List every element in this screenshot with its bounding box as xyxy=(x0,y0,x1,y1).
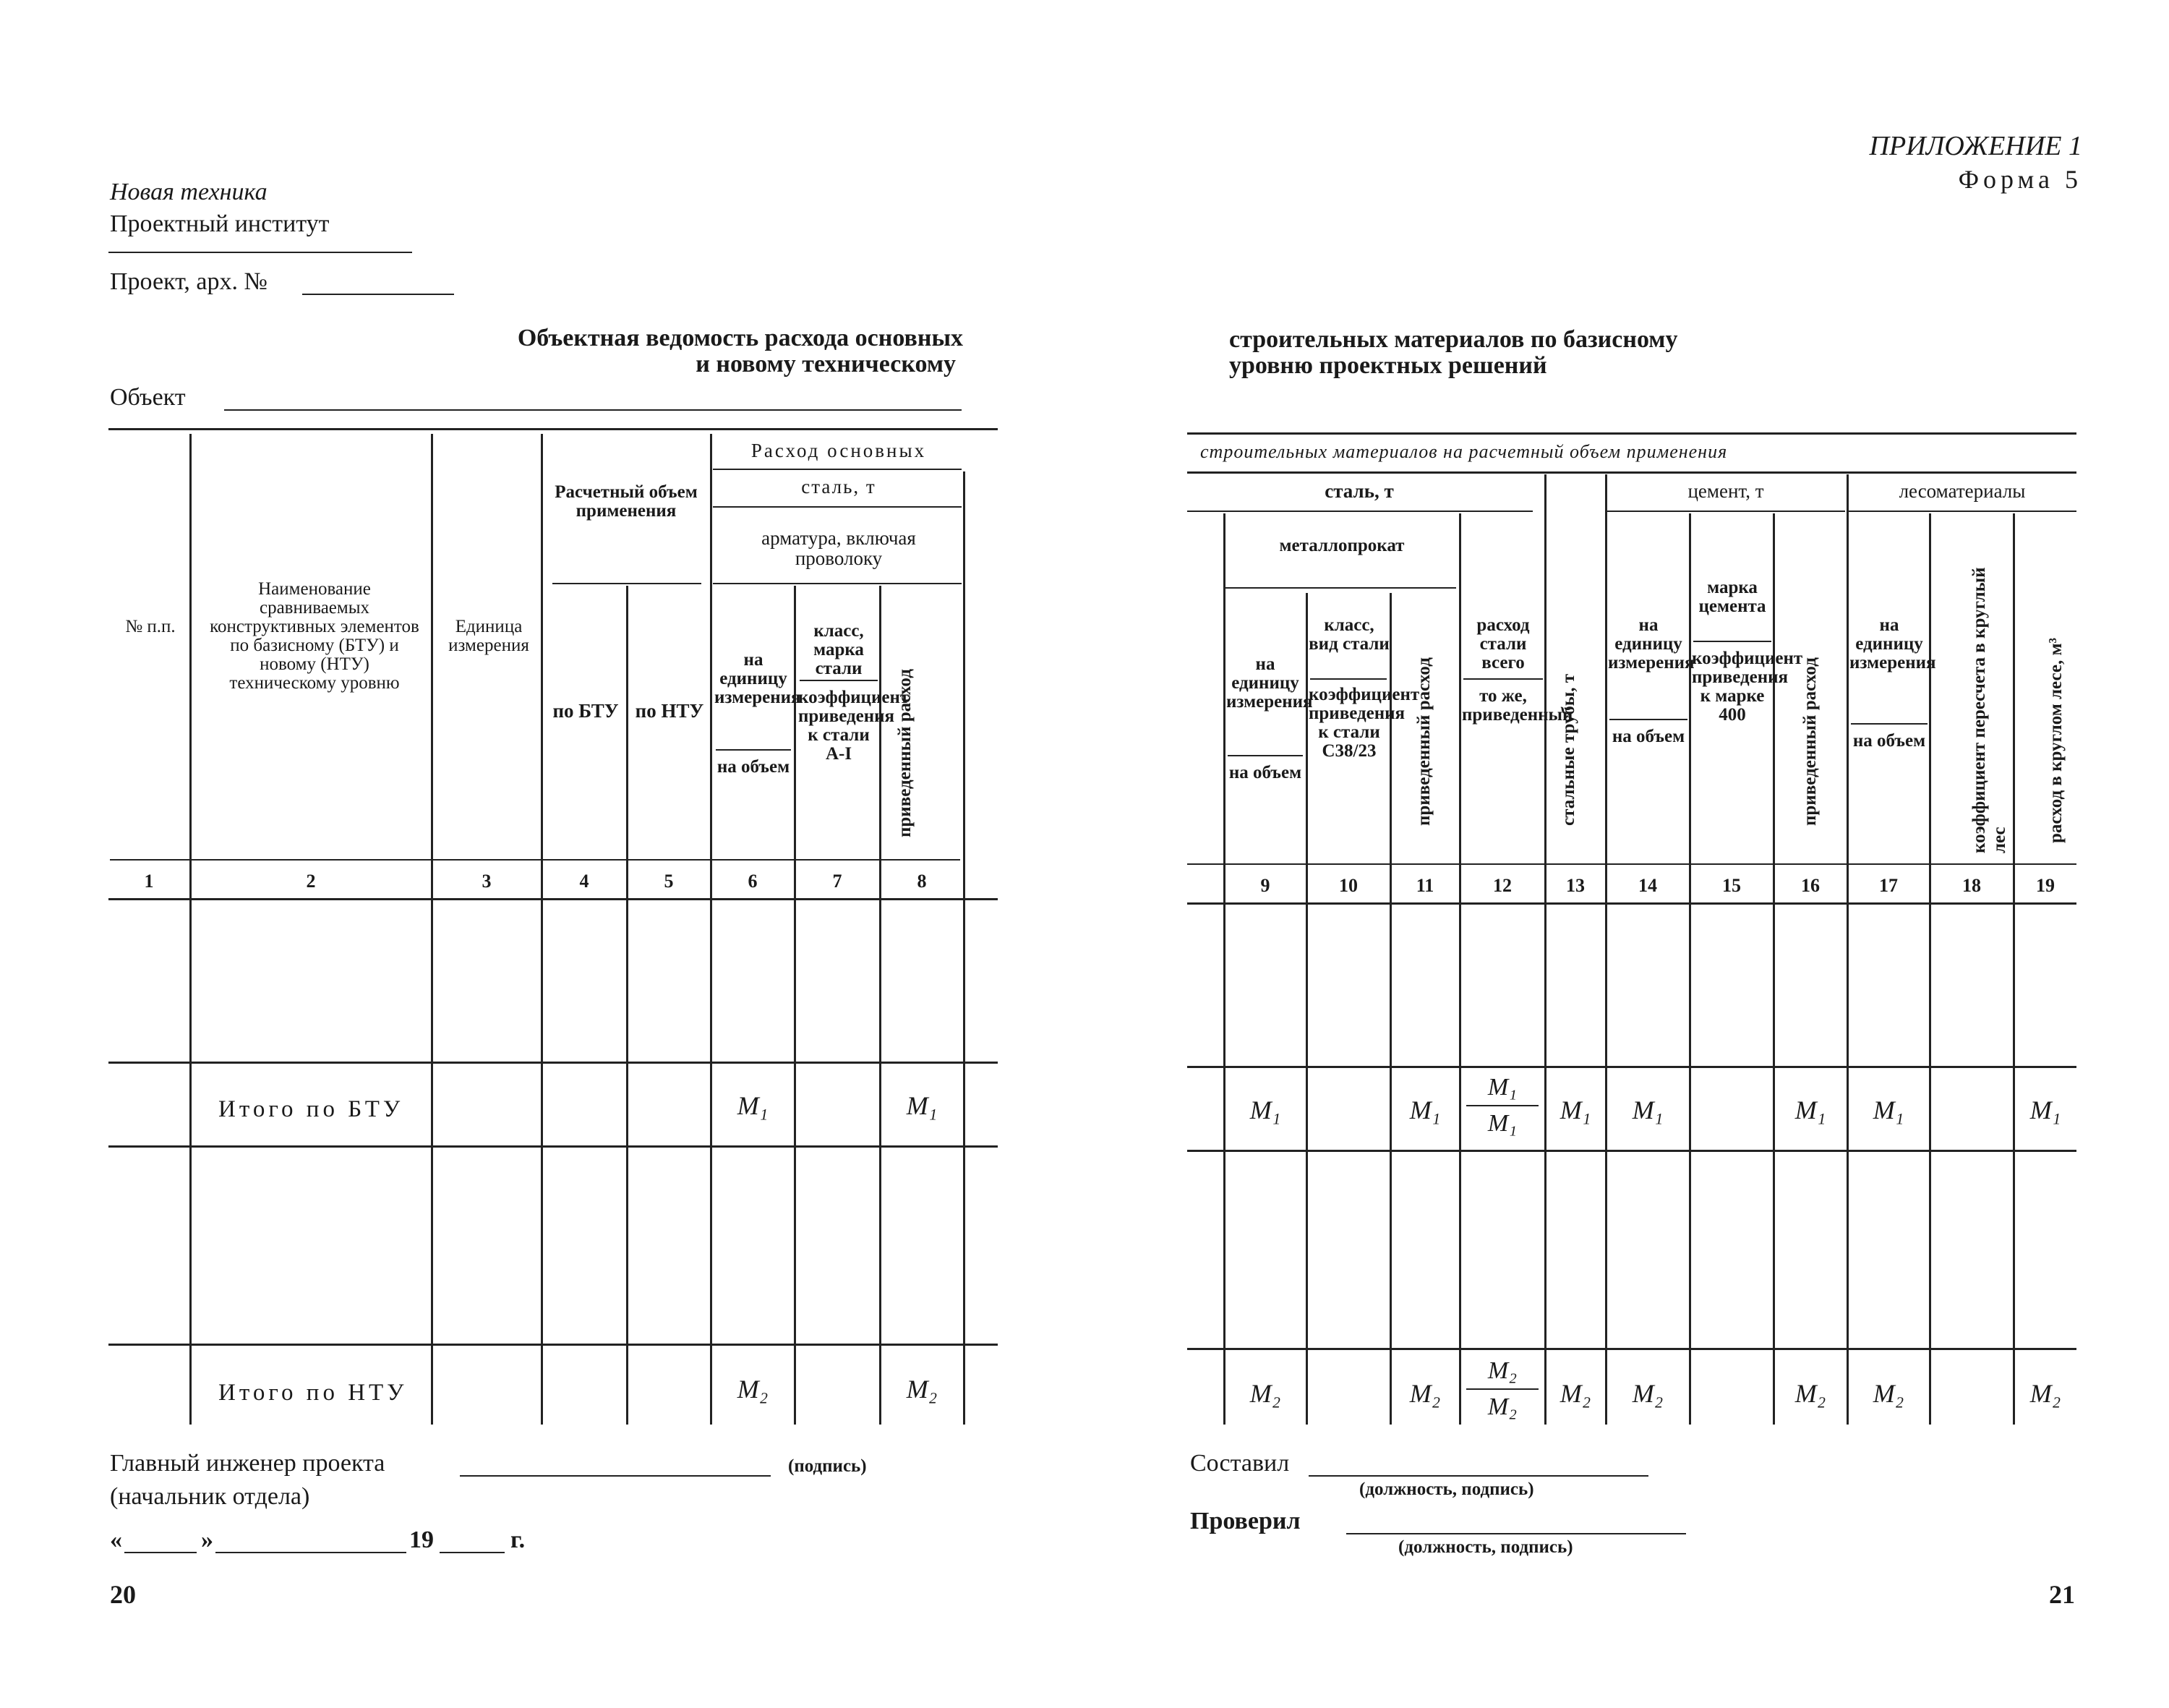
header-col12-bot: то же, приведенный xyxy=(1462,686,1573,725)
col-divider xyxy=(794,586,796,1425)
rule xyxy=(108,1344,998,1346)
fraction-bar xyxy=(1466,1388,1539,1390)
header-r-cement: цемент, т xyxy=(1687,480,1764,502)
col-divider xyxy=(1306,593,1308,1425)
total2-col14: M₂ xyxy=(1632,1379,1664,1408)
col-number-14: 14 xyxy=(1638,875,1657,896)
rule xyxy=(1848,511,2076,512)
total1-col14: M₁ xyxy=(1632,1096,1664,1124)
col-divider xyxy=(1459,513,1461,1425)
header-col13: стальные трубы, т xyxy=(1559,673,1578,826)
rule xyxy=(713,583,962,584)
col-divider xyxy=(1223,513,1225,1425)
total2-col12-fraction xyxy=(1460,1355,1544,1423)
header-col19: расход в круглом лесе, м³ xyxy=(2046,638,2066,843)
total1-col16: M₁ xyxy=(1794,1096,1826,1124)
chief-signature-field[interactable] xyxy=(460,1475,771,1477)
compiled-caption: (должность, подпись) xyxy=(1359,1479,1534,1499)
rule xyxy=(552,583,701,584)
fraction-denominator: M₂ xyxy=(1487,1393,1518,1420)
total1-col17: M₁ xyxy=(1873,1096,1904,1124)
header-col7-top: класс, марка стали xyxy=(813,621,864,678)
col-number-8: 8 xyxy=(917,871,927,892)
col-number-11: 11 xyxy=(1416,875,1434,896)
col-number-19: 19 xyxy=(2036,875,2055,896)
rule xyxy=(1693,641,1771,642)
total1-col19: M₁ xyxy=(2029,1096,2061,1124)
rule xyxy=(800,680,878,681)
rule xyxy=(1225,587,1456,589)
col-number-6: 6 xyxy=(748,871,758,892)
header-col1: № п.п. xyxy=(125,617,176,636)
total-btu-col8: M₁ xyxy=(906,1091,938,1120)
institute-label: Проектный институт xyxy=(110,210,330,237)
checked-caption: (должность, подпись) xyxy=(1398,1537,1573,1557)
rule xyxy=(713,506,962,508)
col-number-5: 5 xyxy=(664,871,674,892)
rule xyxy=(1187,432,2076,435)
rule xyxy=(1187,902,2076,905)
appendix-label: ПРИЛОЖЕНИЕ 1 xyxy=(1869,131,2082,161)
col-number-18: 18 xyxy=(1962,875,1981,896)
compiled-label: Составил xyxy=(1190,1450,1290,1477)
rule xyxy=(1187,511,1533,512)
header-col10-top: класс, вид стали xyxy=(1309,615,1390,654)
signature-caption: (подпись) xyxy=(788,1456,867,1476)
title-left-1: Объектная ведомость расхода основных xyxy=(517,325,963,351)
total-ntu-label: Итого по НТУ xyxy=(218,1380,408,1406)
col-divider xyxy=(626,586,628,1425)
project-number-field[interactable] xyxy=(302,294,454,295)
total1-col11: M₁ xyxy=(1409,1096,1441,1124)
rule xyxy=(1187,471,2076,474)
col-number-2: 2 xyxy=(306,871,316,892)
org-label: Новая техника xyxy=(110,179,268,205)
header-r-steel: сталь, т xyxy=(1325,480,1394,502)
total2-col13: M₂ xyxy=(1560,1379,1591,1408)
rule xyxy=(713,469,962,470)
date-month-field[interactable] xyxy=(215,1552,406,1553)
header-col6-bot: на объем xyxy=(716,757,790,777)
header-col2: Наименование сравниваемых конструктивных элементов по базисному (БТУ) и новому (НТУ) техническому уровню xyxy=(210,579,419,693)
header-rolled: металлопрокат xyxy=(1279,536,1405,555)
page-number-right: 21 xyxy=(2049,1580,2075,1609)
header-col3: Единица измерения xyxy=(448,617,529,655)
col-divider xyxy=(1847,474,1849,1425)
date-year-prefix: 19 xyxy=(409,1526,434,1553)
rule xyxy=(1228,755,1303,756)
rule xyxy=(1187,863,2076,865)
col-number-7: 7 xyxy=(832,871,842,892)
header-r-timber: лесоматериалы xyxy=(1899,480,2026,502)
total-ntu-col8: M₂ xyxy=(906,1375,938,1404)
col-number-9: 9 xyxy=(1260,875,1270,896)
total-ntu-col6: M₂ xyxy=(737,1375,769,1404)
project-label: Проект, арх. № xyxy=(110,268,268,295)
fraction-denominator: M₁ xyxy=(1487,1110,1518,1137)
date-close-quote: » xyxy=(201,1526,213,1553)
rule xyxy=(1463,678,1543,680)
header-col17-top: на единицу измерения xyxy=(1849,615,1936,672)
date-year-field[interactable] xyxy=(440,1552,505,1553)
header-col16: приведенный расход xyxy=(1800,657,1820,826)
header-right-group: строительных материалов на расчетный объем применения xyxy=(1200,441,1728,462)
col-number-17: 17 xyxy=(1879,875,1898,896)
col-divider xyxy=(710,434,712,1425)
rule xyxy=(1310,678,1387,680)
header-volume: Расчетный объем применения xyxy=(555,482,698,521)
header-col14-top: на единицу измерения xyxy=(1608,615,1695,672)
header-col5: по НТУ xyxy=(635,700,704,722)
compiled-field[interactable] xyxy=(1309,1475,1648,1477)
header-steel: сталь, т xyxy=(801,476,876,498)
date-day-field[interactable] xyxy=(124,1552,197,1553)
header-col6-top: на единицу измерения xyxy=(714,650,801,707)
col-divider xyxy=(963,471,965,1425)
rule xyxy=(108,898,998,900)
col-divider xyxy=(1929,513,1931,1425)
rule xyxy=(1187,1150,2076,1152)
col-divider xyxy=(431,434,433,1425)
header-col9-bot: на объем xyxy=(1228,763,1302,782)
col-divider xyxy=(1544,474,1546,1425)
col-divider xyxy=(541,434,543,1425)
total2-col16: M₂ xyxy=(1794,1379,1826,1408)
total1-col9: M₁ xyxy=(1249,1096,1281,1124)
rule xyxy=(1187,1066,2076,1068)
chief-engineer-label: Главный инженер проекта xyxy=(110,1450,385,1477)
header-col18: коэффициент пересчета в круглый лес xyxy=(1969,567,2009,853)
header-col11: приведенный расход xyxy=(1414,657,1434,826)
fraction-numerator: M₂ xyxy=(1487,1357,1518,1384)
col-divider xyxy=(2013,513,2015,1425)
chief-engineer-sub: (начальник отдела) xyxy=(110,1483,310,1510)
object-field[interactable] xyxy=(224,409,962,411)
total-btu-label: Итого по БТУ xyxy=(218,1096,404,1122)
object-label: Объект xyxy=(110,384,186,411)
header-col8: приведенный расход xyxy=(895,669,915,837)
header-rebar: арматура, включая проволоку xyxy=(761,527,916,569)
header-col15-bot: коэффициент приведения к марке 400 xyxy=(1692,649,1803,725)
header-col10-bot: коэффициент приведения к стали С38/23 xyxy=(1309,685,1420,761)
rule xyxy=(1609,719,1687,720)
col-number-4: 4 xyxy=(579,871,589,892)
col-number-13: 13 xyxy=(1566,875,1585,896)
total2-col17: M₂ xyxy=(1873,1379,1904,1408)
header-col7-bot: коэффициент приведения к стали А-I xyxy=(798,688,910,764)
total2-col11: M₂ xyxy=(1409,1379,1441,1408)
rule xyxy=(108,1062,998,1064)
header-col14-bot: на объем xyxy=(1612,727,1685,746)
date-open-quote: « xyxy=(110,1526,122,1553)
title-right-1: строительных материалов по базисному xyxy=(1229,326,1678,353)
left-table-top-rule xyxy=(108,428,998,430)
header-col12-top: расход стали всего xyxy=(1476,615,1530,672)
checked-field[interactable] xyxy=(1346,1533,1686,1534)
page-number-left: 20 xyxy=(110,1580,136,1609)
col-number-10: 10 xyxy=(1339,875,1358,896)
col-divider xyxy=(1605,474,1607,1425)
total1-col12-fraction xyxy=(1460,1072,1544,1140)
header-consumption: Расход основных xyxy=(750,440,927,461)
date-year-suffix: г. xyxy=(510,1526,526,1553)
form-label: Форма 5 xyxy=(1958,165,2082,194)
institute-underline xyxy=(108,252,412,253)
header-col15-top: марка цемента xyxy=(1698,578,1766,616)
title-right-2: уровню проектных решений xyxy=(1229,352,1547,379)
title-left-2: и новому техническому xyxy=(696,351,956,377)
col-divider xyxy=(189,434,192,1425)
fraction-numerator: M₁ xyxy=(1487,1074,1518,1101)
rule xyxy=(110,859,960,861)
rule xyxy=(108,1145,998,1148)
header-col9-top: на единицу измерения xyxy=(1226,654,1313,712)
rule xyxy=(1187,1348,2076,1350)
col-number-3: 3 xyxy=(482,871,492,892)
header-col17-bot: на объем xyxy=(1852,731,1926,751)
checked-label: Проверил xyxy=(1190,1508,1301,1534)
total2-col9: M₂ xyxy=(1249,1379,1281,1408)
total2-col19: M₂ xyxy=(2029,1379,2061,1408)
rule xyxy=(1851,723,1928,725)
rule xyxy=(716,749,791,751)
fraction-bar xyxy=(1466,1105,1539,1106)
col-number-1: 1 xyxy=(144,871,154,892)
total1-col13: M₁ xyxy=(1560,1096,1591,1124)
col-number-15: 15 xyxy=(1722,875,1741,896)
col-divider xyxy=(1689,513,1691,1425)
col-number-16: 16 xyxy=(1801,875,1820,896)
rule xyxy=(1607,511,1845,512)
col-number-12: 12 xyxy=(1493,875,1512,896)
header-col4: по БТУ xyxy=(552,700,619,722)
total-btu-col6: M₁ xyxy=(737,1091,769,1120)
